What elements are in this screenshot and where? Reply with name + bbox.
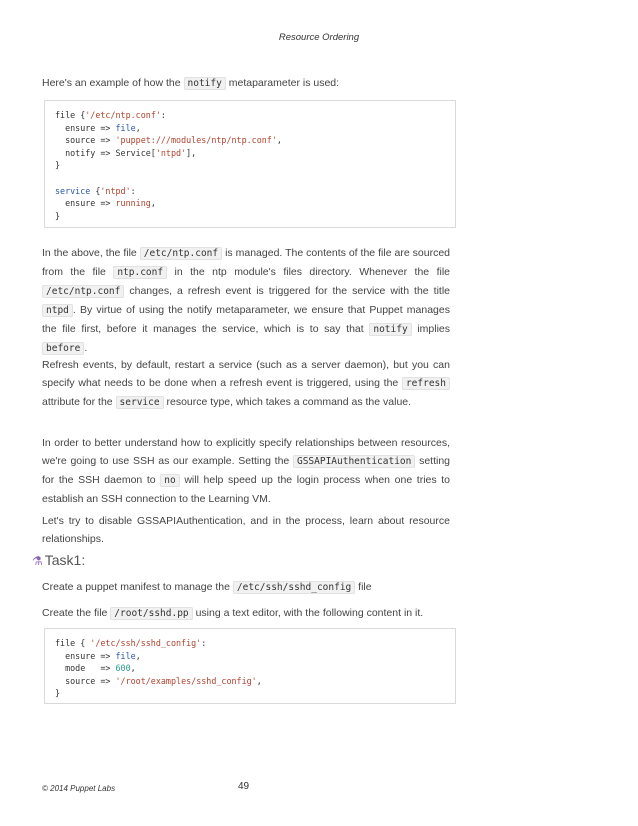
code-line: source => 'puppet:///modules/ntp/ntp.conf', (55, 135, 282, 146)
code-line: notify => Service['ntpd'], (55, 147, 197, 158)
running-header: Resource Ordering (278, 32, 360, 43)
paragraph-create-file: Create the file /root/sshd.pp using a text editor, with the following content in it. (42, 607, 424, 619)
flask-icon: ⚗ (32, 554, 43, 568)
code-line: } (55, 210, 61, 221)
code-line: ensure => file, (55, 122, 141, 133)
paragraph-ssh-example: In order to better understand how to explicitly specify relationships between resources, we're going to use SSH as our example. Setting the GSSAPIAuthentication setting for the SSH daemon to no will help speed up the login process when one tries to establish an SSH connection to the Learning VM. (42, 437, 451, 505)
code-block-ntp (44, 100, 456, 228)
paragraph-intro: Here's an example of how the notify metaparameter is used: (42, 77, 340, 89)
code-line: } (55, 160, 61, 171)
code-line: service {'ntpd': (55, 185, 136, 196)
paragraph-refresh-events: Refresh events, by default, restart a service (such as a server daemon), but you can specify what needs to be done when a refresh event is triggered, using the refresh attribute for the service resource type, which takes a command as the value. (42, 359, 450, 408)
code-block-sshd (44, 628, 456, 704)
code-line: } (55, 688, 61, 699)
task-heading: ⚗ Task1: (32, 552, 86, 568)
footer-copyright: © 2014 Puppet Labs (42, 784, 116, 793)
code-line: mode => 600, (55, 663, 136, 674)
code-line: file { '/etc/ssh/sshd_config': (55, 638, 207, 648)
code-line: file {'/etc/ntp.conf': (55, 110, 166, 120)
page-number: 49 (238, 781, 250, 792)
code-line: ensure => file, (55, 650, 141, 661)
paragraph-disable-gssapi: Let's try to disable GSSAPIAuthentication, and in the process, learn about resource relationships. (42, 515, 450, 545)
paragraph-create-manifest: Create a puppet manifest to manage the /etc/ssh/sshd_config file (42, 581, 372, 593)
code-line: source => '/root/examples/sshd_config', (55, 675, 262, 686)
code-line: ensure => running, (55, 198, 156, 209)
paragraph-ntp-explanation: In the above, the file /etc/ntp.conf is managed. The contents of the file are sourced from the file ntp.conf in the ntp module's files directory. Whenever the file /etc/ntp.conf changes, a refresh event is triggered for the service with the title ntpd . By virtue of using the notify metaparameter, we ensure that Puppet manages the file first, before it manages the service, which is to say that notify implies before . (42, 247, 451, 354)
